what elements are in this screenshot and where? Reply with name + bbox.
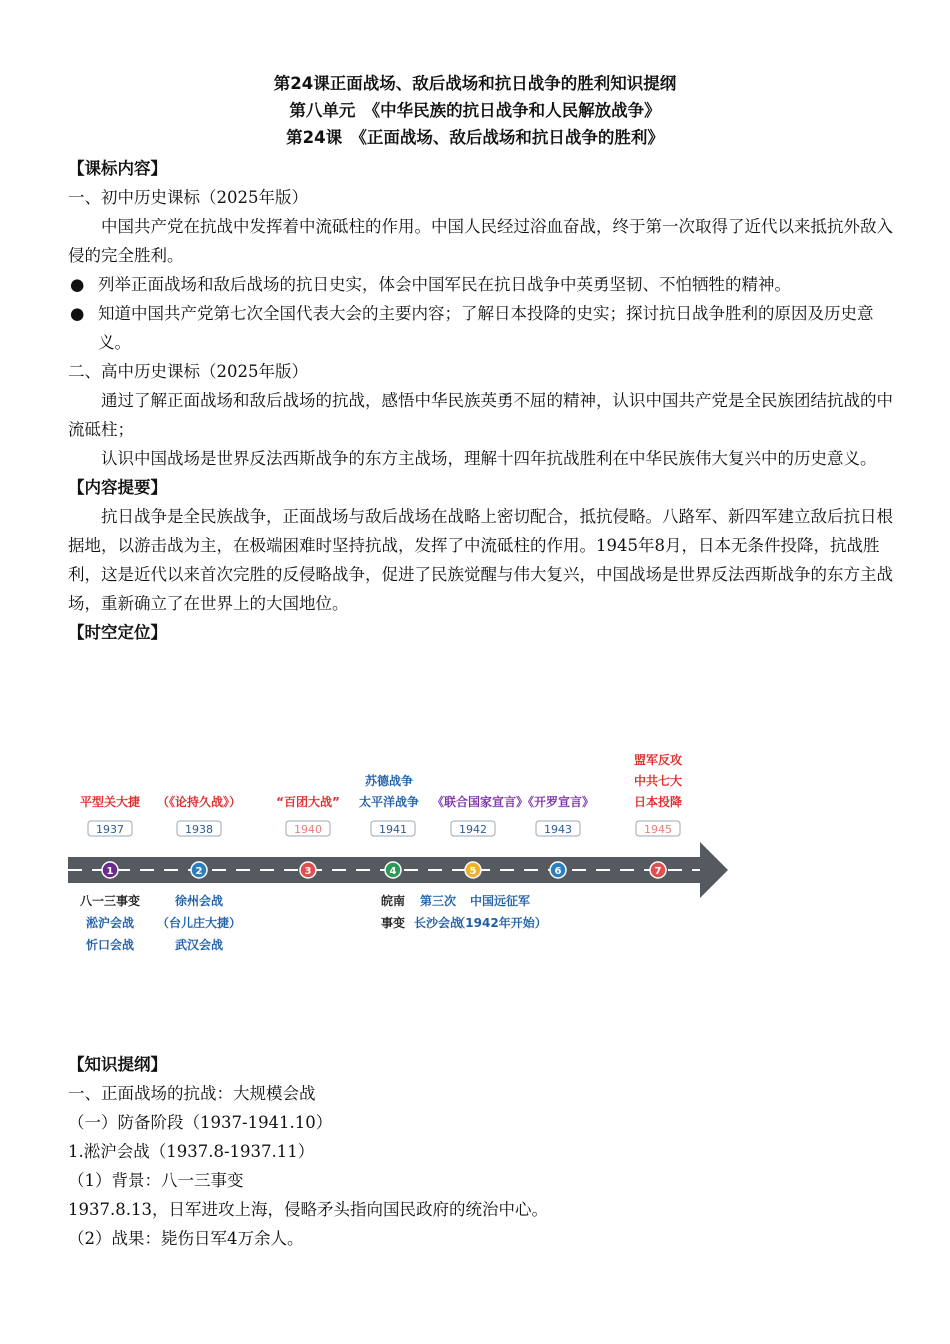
- timeline-svg: [68, 730, 738, 970]
- curriculum-section: [68, 154, 900, 647]
- node-number: 5: [469, 866, 477, 877]
- event-label-bottom: 武汉会战: [174, 938, 224, 952]
- bullet-dot-icon: ●: [70, 275, 85, 294]
- summary-text: 抗日战争是全民族战争，正面战场与敌后战场在战略上密切配合，抵抗侵略。八路军、新四军建立敌后抗日根据地，以游击战为主，在极端困难时坚持抗战，发挥了中流砥柱的作用。1945年8月，日本无条件投降，抗战胜利，这是近代以来首次完胜的反侵略战争，促进了民族觉醒与伟大复兴，中国战场是世界反法西斯战争的东方主战场，重新确立了在世界上的大国地位。: [68, 507, 893, 613]
- event-label-bottom: 忻口会战: [85, 938, 135, 952]
- node-number: 3: [304, 866, 312, 877]
- event-label-top: 中共七大: [633, 774, 683, 788]
- outline-line: （一）防备阶段（1937-1941.10）: [68, 1113, 333, 1132]
- section-heading-summary: 【内容提要】: [68, 478, 167, 497]
- section-heading-outline: 【知识提纲】: [68, 1055, 167, 1074]
- timeline-arrow-head: [700, 842, 728, 898]
- event-label-top: 盟军反攻: [633, 753, 683, 767]
- event-label-bottom: 中国远征军: [469, 894, 531, 908]
- junior-text: 中国共产党在抗战中发挥着中流砥柱的作用。中国人民经过浴血奋战，终于第一次取得了近代以来抵抗外敌入侵的完全胜利。: [68, 217, 893, 265]
- event-label-bottom: 第三次: [419, 894, 457, 908]
- bullet-text: 列举正面战场和敌后战场的抗日史实，体会中国军民在抗日战争中英勇坚韧、不怕牺牲的精神。: [98, 275, 791, 294]
- event-label-bottom: 皖南: [380, 894, 406, 908]
- event-label-top: 日本投降: [633, 795, 683, 809]
- bullet-dot-icon: ●: [70, 304, 85, 323]
- event-label-top: 苏德战争: [364, 774, 414, 788]
- outline-line: 一、正面战场的抗战：大规模会战: [68, 1084, 316, 1103]
- event-label-top: 太平洋战争: [358, 795, 420, 809]
- outline-section: [68, 1050, 900, 1253]
- event-label-top: “百团大战”: [276, 795, 340, 809]
- bullet-item: [68, 299, 900, 357]
- outline-line: 1937.8.13，日军进攻上海，侵略矛头指向国民政府的统治中心。: [68, 1200, 548, 1219]
- event-label-top: 《联合国家宣言》《开罗宣言》: [431, 795, 595, 809]
- senior-title: 二、高中历史课标（2025年版）: [68, 362, 308, 381]
- section-heading-curriculum: 【课标内容】: [68, 159, 167, 178]
- node-number: 1: [106, 866, 114, 877]
- bullet-item: [68, 270, 900, 299]
- event-label-top: 平型关大捷: [79, 795, 141, 809]
- junior-title: 一、初中历史课标（2025年版）: [68, 188, 308, 207]
- lesson-title: 第24课 《正面战场、敌后战场和抗日战争的胜利》: [286, 128, 664, 147]
- event-label-bottom: 事变: [380, 916, 406, 930]
- senior-text-1: 通过了解正面战场和敌后战场的抗战，感悟中华民族英勇不屈的精神，认识中国共产党是全民族团结抗战的中流砥柱；: [68, 391, 893, 439]
- event-label-top: （《论持久战》）: [156, 795, 242, 809]
- senior-text-2: 认识中国战场是世界反法西斯战争的东方主战场，理解十四年抗战胜利在中华民族伟大复兴中的历史意义。: [101, 449, 877, 468]
- event-label-bottom: （1942年开始）: [453, 916, 547, 930]
- year-label: 1941: [379, 823, 407, 836]
- event-label-bottom: 八一三事变: [79, 894, 141, 908]
- year-label: 1937: [96, 823, 124, 836]
- node-number: 6: [554, 866, 562, 877]
- outline-line: （2）战果：毙伤日军4万余人。: [68, 1229, 304, 1248]
- doc-title: 第24课正面战场、敌后战场和抗日战争的胜利知识提纲: [273, 74, 677, 93]
- document-header: [0, 70, 950, 151]
- node-number: 4: [389, 866, 397, 877]
- outline-line: （1）背景：八一三事变: [68, 1171, 244, 1190]
- year-label: 1940: [294, 823, 322, 836]
- year-label: 1942: [459, 823, 487, 836]
- section-heading-timeline: 【时空定位】: [68, 623, 167, 642]
- event-label-bottom: 淞沪会战: [85, 916, 135, 930]
- event-label-bottom: （台儿庄大捷）: [156, 916, 242, 930]
- timeline-graphic: [68, 730, 738, 970]
- node-number: 7: [654, 866, 662, 877]
- year-label: 1943: [544, 823, 572, 836]
- event-label-bottom: 徐州会战: [174, 894, 224, 908]
- year-label: 1945: [644, 823, 672, 836]
- year-label: 1938: [185, 823, 213, 836]
- event-label-bottom: 长沙会战: [413, 916, 463, 930]
- node-number: 2: [195, 866, 203, 877]
- outline-line: 1.淞沪会战（1937.8-1937.11）: [68, 1142, 315, 1161]
- unit-title: 第八单元 《中华民族的抗日战争和人民解放战争》: [289, 101, 661, 120]
- bullet-text: 知道中国共产党第七次全国代表大会的主要内容；了解日本投降的史实；探讨抗日战争胜利的原因及历史意义。: [98, 304, 874, 352]
